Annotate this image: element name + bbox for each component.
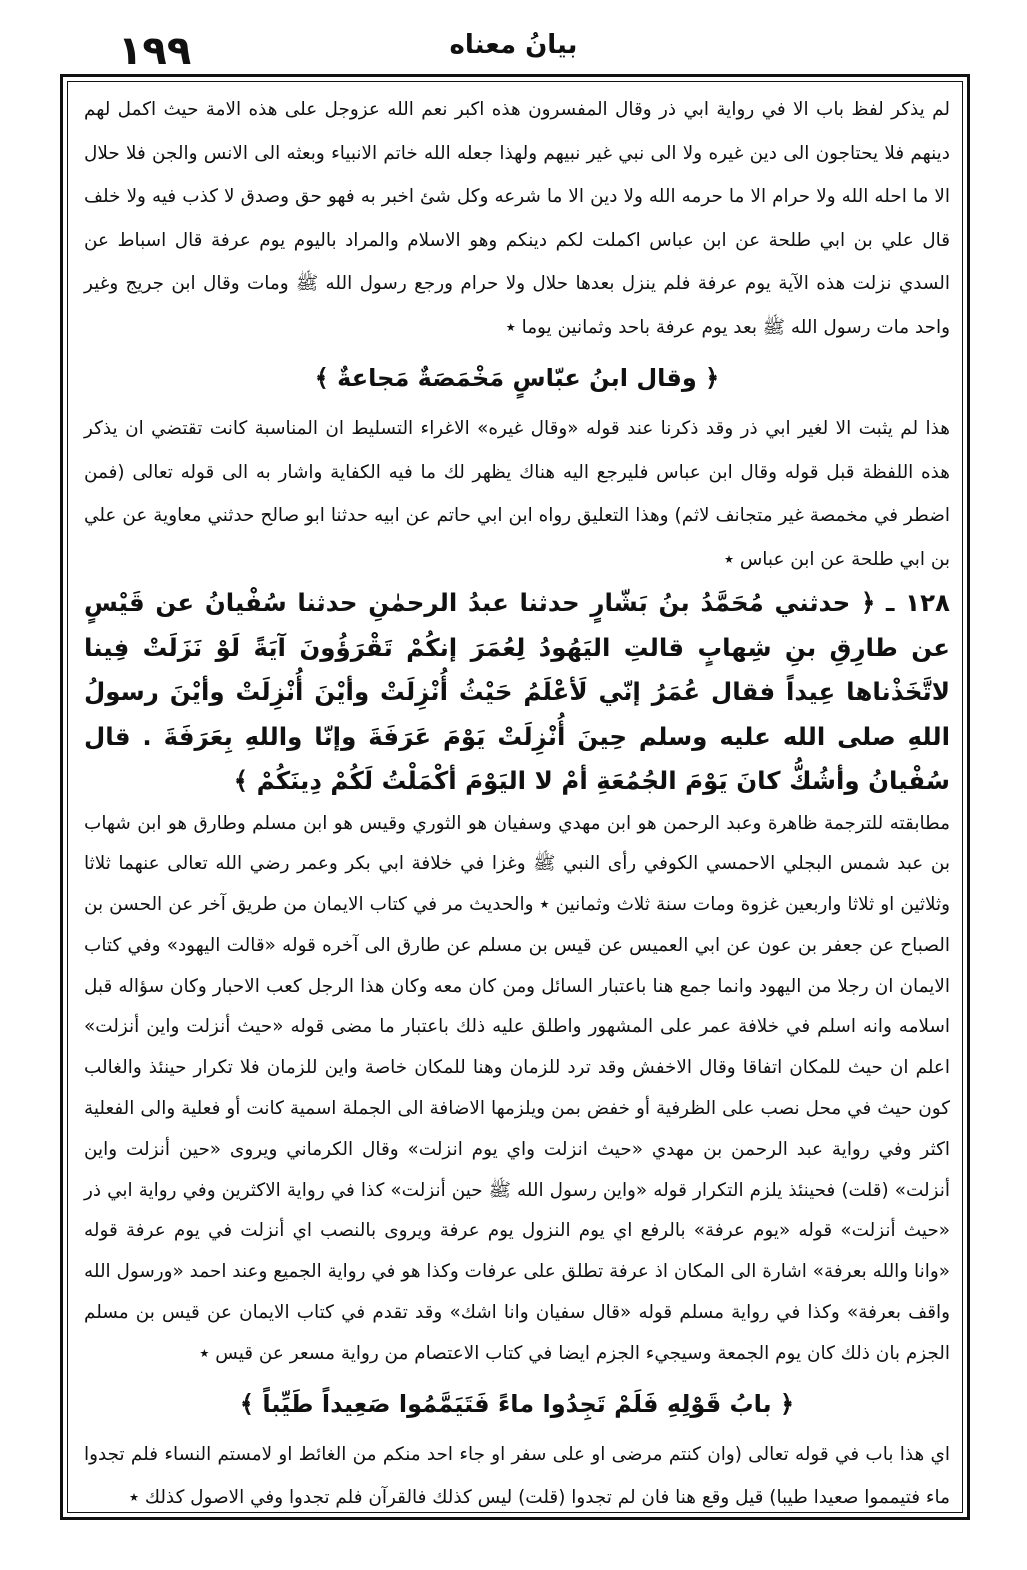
section-heading: ﴿ وقال ابنُ عبّاسٍ مَخْمَصَةٌ مَجاعةٌ ﴾ [314,364,720,392]
page-number: ١٩٩ [118,28,192,74]
commentary-paragraph: اي هذا باب في قوله تعالى (وان كنتم مرضى او على سفر او جاء احد منكم من الغائط او لامستم النساء فلم تجدوا ماء فتيمموا صعيدا طيبا) قيل وقع هنا فان لم تجدوا (قلت) ليس كذلك فالقرآن فلم تجدوا وفي الاصول كذلك ٭ [84,1443,950,1509]
section-heading: ﴿ بابُ قَوْلِهِ فَلَمْ تَجِدُوا ماءً فَتَيَمَّمُوا صَعِيداً طَيِّباً ﴾ [239,1389,795,1418]
commentary-paragraph: مطابقته للترجمة ظاهرة وعبد الرحمن هو ابن مهدي وسفيان هو الثوري وقيس هو ابن مسلم وطارق هو ابن شهاب بن عبد شمس البجلي الاحمسي الكوفي رأى النبي ﷺ وغزا في خلافة ابي بكر وعمر رضي الله تعالى عنهما ثلاثا وثلاثين او ثلاثا واربعين غزوة ومات سنة ثلاث وثمانين ٭ والحديث مر في كتاب الايمان من طريق آخر عن الحسن بن الصباح عن جعفر بن عون عن ابي العميس عن قيس بن مسلم عن طارق الى آخره قوله «قالت اليهود» وفي كتاب الايمان ان رجلا من اليهود وانما جمع هنا باعتبار السائل ومن كان معه وكان هذا الرجل كعب الاحبار وكان سؤاله قبل اسلامه وانه اسلم في خلافة عمر على المشهور واطلق عليه ذلك باعتبار ما مضى قوله «حيث أنزلت واين أنزلت» اعلم ان حيث للمكان اتفاقا وقال الاخفش وقد ترد للزمان وهنا للمكان خاصة واين للزمان فلا تكرار حينئذ والغالب كون حيث في محل نصب على الظرفية أو خفض بمن ويلزمها الاضافة الى الجملة اسمية كانت أو فعلية والى الفعلية اكثر وفي رواية عبد الرحمن بن مهدي «حيث انزلت واي يوم انزلت» وقال الكرماني ويروى «حين أنزلت واين أنزلت» (قلت) فحينئذ يلزم التكرار قوله «واين رسول الله ﷺ حين أنزلت» كذا في رواية الاكثرين وفي رواية ابي ذر «حيث أنزلت» قوله «يوم عرفة» بالرفع اي يوم النزول يوم عرفة ويروى بالنصب اي أنزلت في يوم عرفة قوله «وانا والله بعرفة» اشارة الى المكان اذ عرفة تطلق على عرفات وكذا هو في رواية الجميع وعند احمد «ورسول الله واقف بعرفة» وكذا في رواية مسلم قوله «قال سفيان وانا اشك» وقد تقدم في كتاب الايمان عن قيس بن مسلم الجزم بان ذلك كان يوم الجمعة وسيجيء الجزم ايضا في كتاب الاعتصام من رواية مسعر عن قيس ٭ [84,812,950,1364]
commentary-paragraph: هذا لم يثبت الا لغير ابي ذر وقد ذكرنا عند قوله «وقال غيره» الاغراء التسليط ان المناسبة كانت تقتضي ان يذكر هذه اللفظة قبل قوله وقال ابن عباس فليرجع اليه هناك يظهر لك ما فيه الكفاية واشار به الى قوله تعالى (فمن اضطر في مخمصة غير متجانف لاثم) وهذا التعليق رواه ابن ابي حاتم عن ابيه حدثنا ابو صالح حدثني معاوية عن علي بن ابي طلحة عن ابن عباس ٭ [84,418,950,570]
commentary-paragraph: لم يذكر لفظ باب الا في رواية ابي ذر وقال المفسرون هذه اكبر نعم الله عزوجل على هذه الامة حيث اكمل لهم دينهم فلا يحتاجون الى دين غيره ولا الى نبي غير نبيهم ولهذا جعله الله خاتم الانبياء وبعثه الى الانس والجن فلا حلال الا ما احله الله ولا حرام الا ما حرمه الله ولا دين الا ما شرعه وكل شئ اخبر به فهو حق وصدق لا كذب فيه ولا خلف قال علي بن ابي طلحة عن ابن عباس اكملت لكم دينكم وهو الاسلام والمراد باليوم يوم عرفة قال اسباط عن السدي نزلت هذه الآية يوم عرفة فلم ينزل بعدها حلال ولا حرام ورجع رسول الله ﷺ ومات وقال ابن جريج وغير واحد مات رسول الله ﷺ بعد يوم عرفة باحد وثمانين يوما ٭ [84,99,950,338]
page-body [84,88,950,1508]
hadith-text: ١٢٨ ـ ﴿ حدثني مُحَمَّدُ بنُ بَشّارٍ حدثنا عبدُ الرحمٰنِ حدثنا سُفْيانُ عن قَيْسٍ عن طارِقِ بنِ شِهابٍ قالتِ اليَهُودُ لِعُمَرَ إنكُمْ تَقْرَؤُونَ آيَةً لَوْ نَزَلَتْ فِينا لاتَّخَذْناها عِيداً فقال عُمَرُ إنّي لَأعْلَمُ حَيْثُ أُنْزِلَتْ وأيْنَ أُنْزِلَتْ وأيْنَ رسولُ اللهِ صلى الله عليه وسلم حِينَ أُنْزِلَتْ يَوْمَ عَرَفَةَ وإنّا واللهِ بِعَرَفَةَ . قال سُفْيانُ وأشُكُّ كانَ يَوْمَ الجُمُعَةِ أمْ لا اليَوْمَ أكْمَلْتُ لَكُمْ دِينَكُمْ ﴾ [84,588,950,795]
running-title: بيانُ معناه [449,30,578,60]
